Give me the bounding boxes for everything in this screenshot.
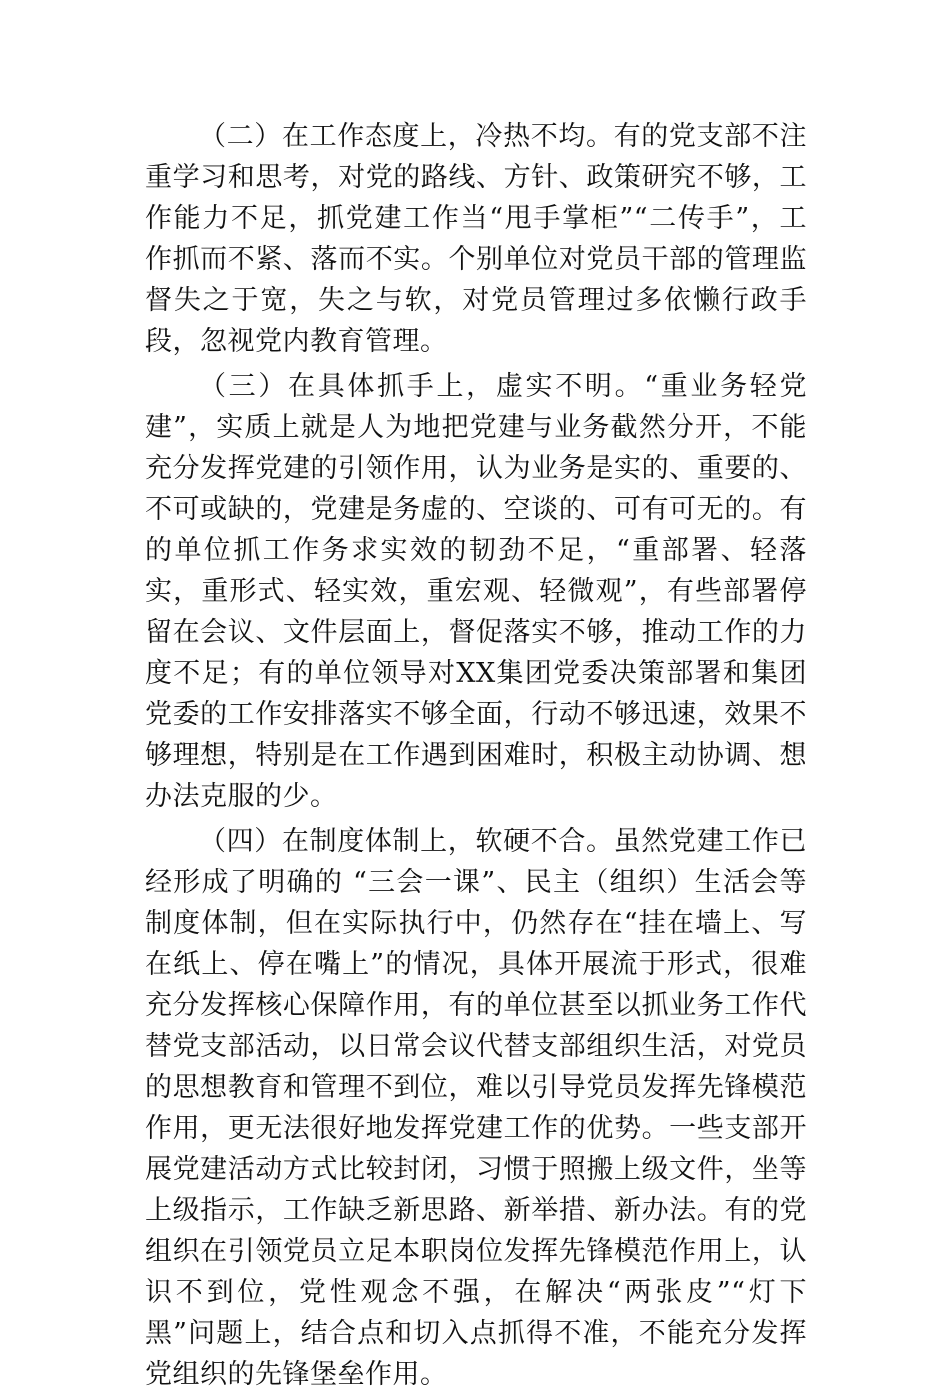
paragraph-specific-grasp: （三）在具体抓手上，虚实不明。“重业务轻党建”，实质上就是人为地把党建与业务截然分开，不能充分发挥党建的引领作用，认为业务是实的、重要的、不可或缺的，党建是务虚的、空谈的、可有可无的。有的单位抓工作务求实效的韧劲不足，“重部署、轻落实，重形式、轻实效，重宏观、轻微观”，有些部署停留在会议、文件层面上，督促落实不够，推动工作的力度不足；有的单位领导对XX集团党委决策部署和集团党委的工作安排落实不够全面，行动不够迅速，效果不够理想，特别是在工作遇到困难时，积极主动协调、想办法克服的少。 — [145, 371, 807, 812]
paragraph-system-mechanism: （四）在制度体制上，软硬不合。虽然党建工作已经形成了明确的 “三会一课”、民主（组织）生活会等制度体制，但在实际执行中，仍然存在“挂在墙上、写在纸上、停在嘴上”的情况，具体开展流于形式，很难充分发挥核心保障作用，有的单位甚至以抓业务工作代替党支部活动，以日常会议代替支部组织生活，对党员的思想教育和管理不到位，难以引导党员发挥先锋模范作用，更无法很好地发挥党建工作的优势。一些支部开展党建活动方式比较封闭，习惯于照搬上级文件，坐等上级指示，工作缺乏新思路、新举措、新办法。有的党组织在引领党员立足本职岗位发挥先锋模范作用上，认识不到位，党性观念不强，在解决“两张皮”“灯下黑”问题上，结合点和切入点抓得不准，不能充分发挥党组织的先锋堡垒作用。 — [145, 826, 807, 1390]
paragraph-work-attitude: （二）在工作态度上，冷热不均。有的党支部不注重学习和思考，对党的路线、方针、政策研究不够，工作能力不足，抓党建工作当“甩手掌柜”“二传手”，工作抓而不紧、落而不实。个别单位对党员干部的管理监督失之于宽，失之与软，对党员管理过多依懒行政手段，忽视党内教育管理。 — [145, 121, 807, 357]
document-body — [145, 116, 807, 1399]
